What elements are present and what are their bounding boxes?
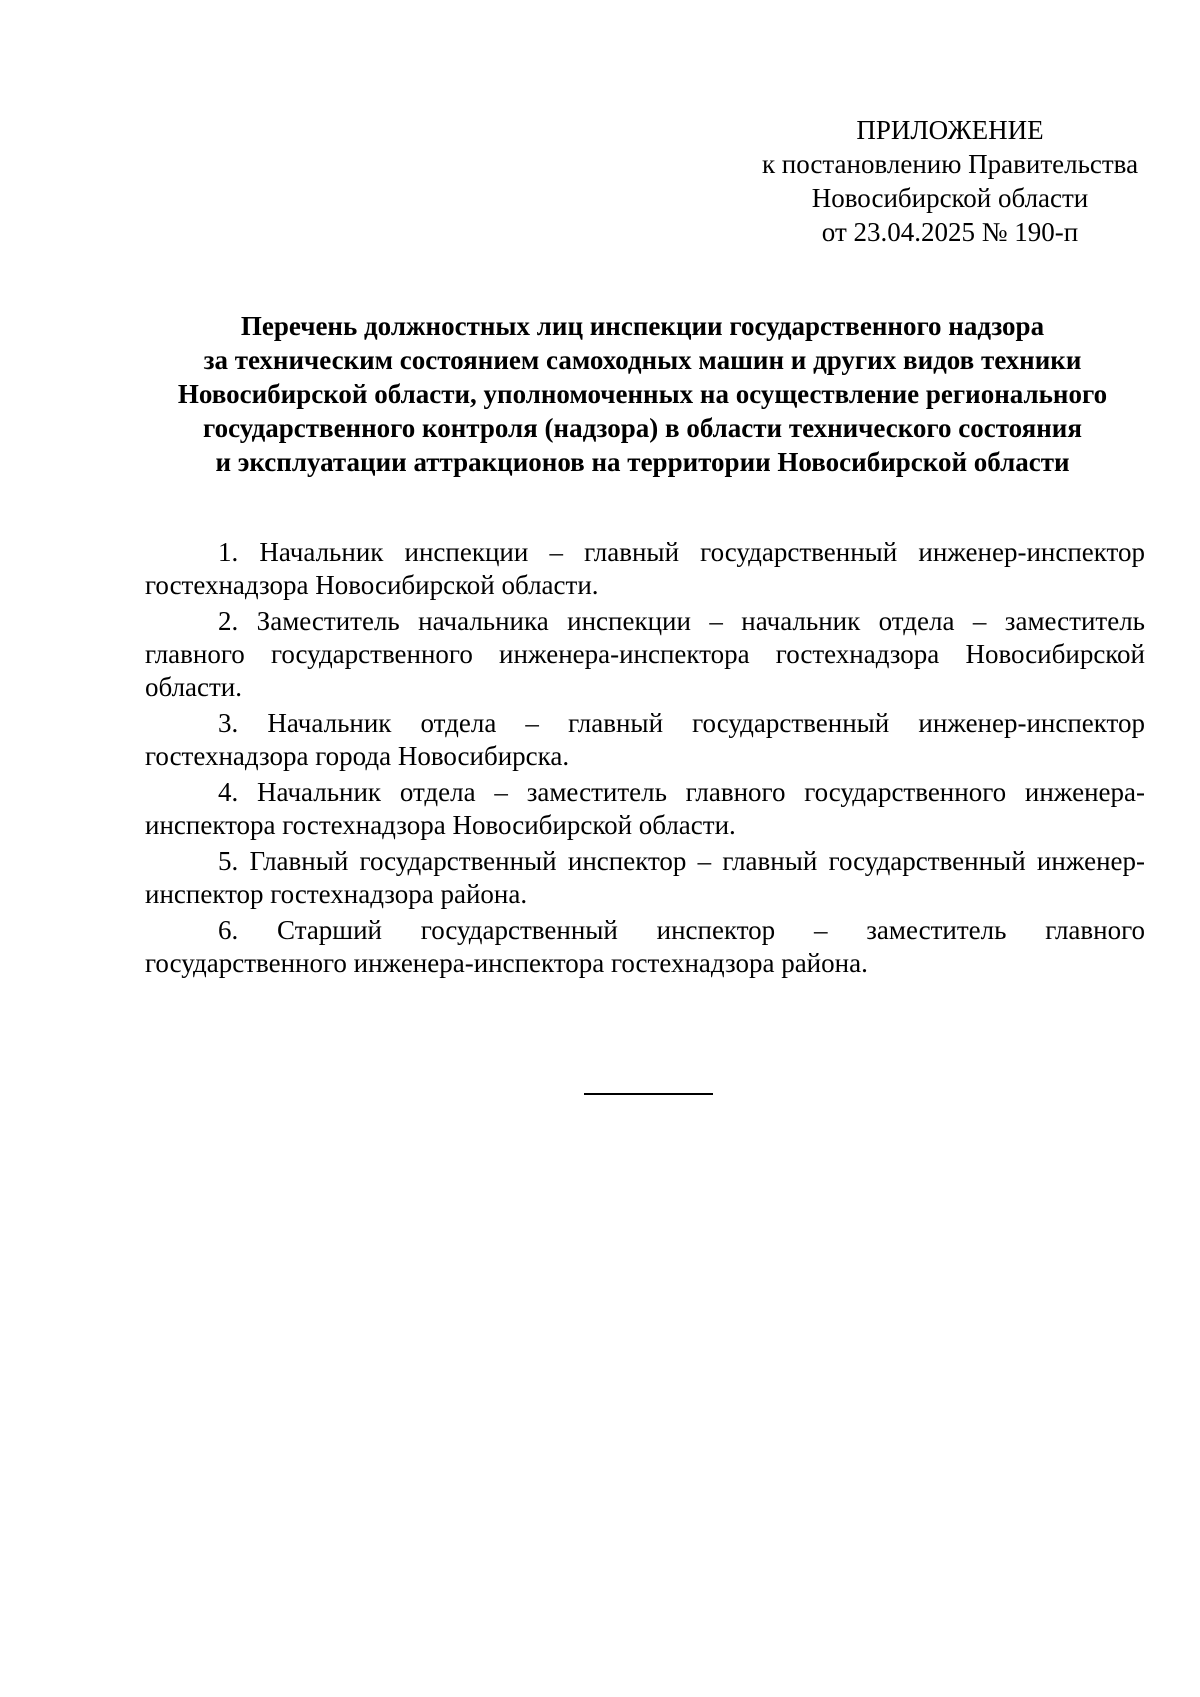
list-item: 6. Старший государственный инспектор – заместитель главного государственного инженера-инспектора гостехнадзора района. bbox=[145, 915, 1145, 978]
title-line: государственного контроля (надзора) в области технического состояния bbox=[203, 413, 1082, 443]
title-line: Перечень должностных лиц инспекции государственного надзора bbox=[240, 311, 1045, 341]
list-item: 1. Начальник инспекции – главный государственный инженер-инспектор гостехнадзора Новосибирской области. bbox=[145, 537, 1145, 600]
title-line: Новосибирской области, уполномоченных на осуществление регионального bbox=[177, 379, 1108, 409]
title-line: за техническим состоянием самоходных машин и других видов техники bbox=[203, 345, 1082, 375]
list-item: 4. Начальник отдела – заместитель главного государственного инженера-инспектора гостехнадзора Новосибирской области. bbox=[145, 777, 1145, 840]
positions-list bbox=[145, 536, 1145, 980]
appendix-header bbox=[700, 113, 1200, 249]
document-title bbox=[140, 309, 1145, 479]
appendix-resolution-line: к постановлению Правительства bbox=[761, 149, 1139, 179]
appendix-label: ПРИЛОЖЕНИЕ bbox=[856, 115, 1044, 145]
appendix-region-line: Новосибирской области bbox=[811, 183, 1089, 213]
list-item: 5. Главный государственный инспектор – главный государственный инженер-инспектор гостехнадзора района. bbox=[145, 846, 1145, 909]
title-line: и эксплуатации аттракционов на территории Новосибирской области bbox=[215, 447, 1070, 477]
appendix-date-number: от 23.04.2025 № 190-п bbox=[821, 217, 1079, 247]
list-item: 3. Начальник отдела – главный государственный инженер-инспектор гостехнадзора города Новосибирска. bbox=[145, 708, 1145, 771]
end-separator-line bbox=[584, 1093, 713, 1095]
list-item: 2. Заместитель начальника инспекции – начальник отдела – заместитель главного государственного инженера-инспектора гостехнадзора Новосибирской области. bbox=[145, 606, 1145, 702]
